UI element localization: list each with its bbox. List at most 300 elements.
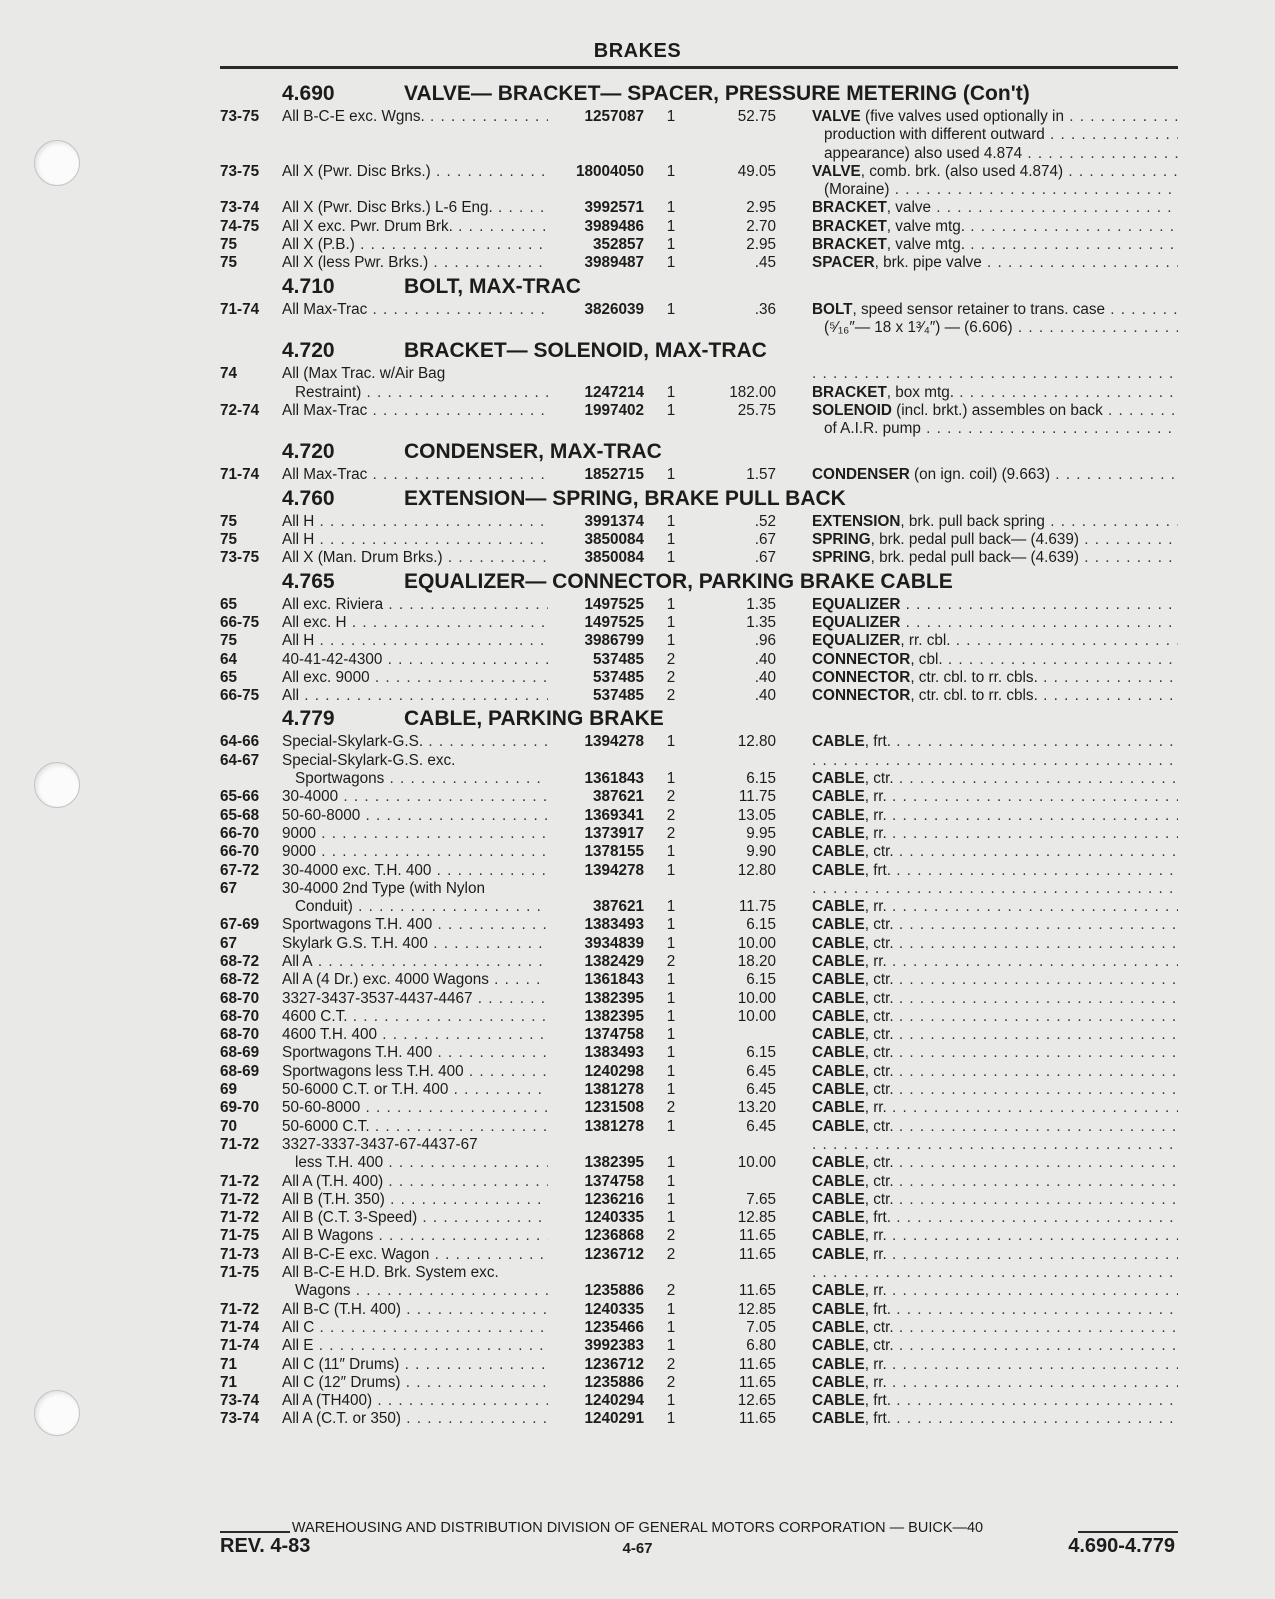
model-year: 71-74 [220, 1337, 260, 1355]
model-application: All B-C-E H.D. Brk. System exc. [282, 1264, 499, 1282]
model-application: 4600 C.T. . . . [282, 1008, 548, 1026]
part-row [220, 319, 1180, 337]
quantity: 2 [666, 824, 676, 842]
model-year: 68-70 [220, 1026, 260, 1044]
model-year: 65 [220, 668, 238, 686]
quantity: 1 [666, 236, 676, 254]
price: 9.90 [746, 843, 776, 861]
part-name: BOLT [812, 300, 853, 318]
price: 1.35 [746, 613, 776, 631]
part-description [812, 788, 1178, 806]
price: 7.65 [746, 1190, 776, 1208]
part-description [812, 199, 1178, 217]
part-number: 1382395 [584, 989, 644, 1007]
part-number: 1236712 [584, 1245, 644, 1263]
part-row [220, 733, 1180, 751]
part-row [220, 1044, 1180, 1062]
price: 6.80 [746, 1337, 776, 1355]
part-description [812, 733, 1178, 751]
quantity: 2 [666, 952, 676, 970]
part-row [220, 1026, 1180, 1044]
part-description-text: , ctr. . . . [865, 1319, 1178, 1336]
part-description-text: , ctr. cbl. to rr. cbls. . . . [910, 669, 1178, 686]
quantity: 1 [666, 770, 676, 788]
part-number: 1497525 [584, 613, 644, 631]
part-description-text: , rr. . . . [865, 1099, 1178, 1116]
price: 11.65 [738, 1410, 776, 1428]
model-year: 73-75 [220, 549, 260, 567]
model-year: 66-75 [220, 687, 260, 705]
part-row [220, 614, 1180, 632]
section-range: 4.690-4.779 [1068, 1535, 1175, 1557]
price: .67 [754, 531, 776, 549]
part-name: CABLE [812, 1099, 865, 1117]
part-description-text: , ctr. . . . [865, 1044, 1178, 1061]
part-row [220, 199, 1180, 217]
model-application: 30-4000 . . . [282, 788, 548, 806]
part-row [220, 953, 1180, 971]
part-row [220, 402, 1180, 420]
part-description [824, 420, 1178, 438]
price: 49.05 [737, 162, 776, 180]
price: 52.75 [737, 108, 776, 125]
part-description [812, 953, 1178, 971]
model-year: 75 [220, 254, 238, 272]
quantity: 1 [666, 300, 676, 318]
part-name: EQUALIZER [812, 613, 901, 631]
part-name: CABLE [812, 1081, 865, 1099]
part-row [220, 181, 1180, 199]
part-row [220, 1173, 1180, 1191]
part-description [812, 531, 1178, 549]
model-year: 64-66 [220, 733, 260, 751]
part-row [220, 1282, 1180, 1300]
part-row [220, 531, 1180, 549]
part-description [812, 1301, 1178, 1319]
part-description [812, 1356, 1178, 1374]
part-number: 1240291 [584, 1410, 644, 1428]
model-year: 68-72 [220, 971, 260, 989]
part-name: CABLE [812, 788, 865, 806]
part-number: 1257087 [584, 108, 644, 125]
part-description-text: , frt. . . . [865, 1301, 1178, 1318]
part-row [220, 935, 1180, 953]
model-year: 71-72 [220, 1300, 260, 1318]
part-name: CABLE [812, 1337, 865, 1355]
quantity: 2 [666, 650, 676, 668]
part-description-text: (on ign. coil) (9.663) . . . [910, 466, 1178, 483]
price: 10.00 [737, 934, 776, 952]
part-row [220, 971, 1180, 989]
quantity: 1 [666, 549, 676, 567]
part-row [220, 1118, 1180, 1136]
part-row [220, 108, 1180, 126]
part-row [220, 1392, 1180, 1410]
part-row [220, 1227, 1180, 1245]
model-application: 50-60-8000 . . . [282, 807, 548, 825]
binder-hole-top [34, 140, 80, 186]
price: 13.20 [737, 1099, 776, 1117]
part-row [220, 1154, 1180, 1172]
part-description [812, 1319, 1178, 1337]
part-row [220, 788, 1180, 806]
part-number: 1240335 [584, 1209, 644, 1227]
part-description [812, 651, 1178, 669]
quantity: 1 [666, 162, 676, 180]
parts-catalog-list [220, 80, 1180, 1429]
part-description-text: , frt. . . . [865, 1209, 1178, 1226]
model-application: All B (T.H. 350) . . . [282, 1191, 548, 1209]
part-row [220, 1191, 1180, 1209]
model-application: less T.H. 400 . . . [295, 1154, 548, 1172]
price: 12.85 [737, 1209, 776, 1227]
part-description [812, 1209, 1178, 1227]
section-title: BRACKET— SOLENOID, MAX-TRAC [404, 339, 767, 363]
quantity: 1 [666, 1190, 676, 1208]
model-year: 71 [220, 1355, 238, 1373]
part-name: CABLE [812, 733, 865, 751]
part-name: CONNECTOR [812, 650, 911, 668]
part-description-text: , ctr. . . . [865, 1191, 1178, 1208]
model-year: 64-67 [220, 751, 260, 769]
part-name: CABLE [812, 1007, 865, 1025]
part-description-text: , rr. . . . [865, 898, 1178, 915]
part-name: CONDENSER [812, 466, 910, 484]
quantity: 1 [666, 916, 676, 934]
section-number: 4.779 [282, 707, 335, 731]
part-description [812, 825, 1178, 843]
section-heading [220, 570, 1180, 596]
part-description [812, 807, 1178, 825]
part-description-text: (five valves used optionally in . . . [861, 108, 1178, 125]
part-description-text: , rr. . . . [865, 1246, 1178, 1263]
part-description-text: , rr. . . . [865, 953, 1178, 970]
part-description-text: , rr. . . . [865, 807, 1178, 824]
part-description-text: (⁵⁄₁₆″— 18 x 1³⁄₄″) — (6.606) . . . [824, 319, 1178, 336]
model-application: All C (11″ Drums) . . . [282, 1356, 548, 1374]
part-number: 1235466 [584, 1318, 644, 1336]
part-description-text [812, 880, 1178, 897]
section-number: 4.720 [282, 440, 335, 464]
part-row [220, 420, 1180, 438]
price: 2.70 [746, 217, 776, 235]
model-year: 75 [220, 531, 238, 549]
part-description-text: (incl. brkt.) assembles on back . . . [892, 402, 1178, 419]
model-application: All C . . . [282, 1319, 548, 1337]
part-row [220, 825, 1180, 843]
part-description [812, 843, 1178, 861]
part-name: BRACKET [812, 236, 887, 254]
part-description-text: , frt. . . . [865, 1392, 1178, 1409]
model-year: 71-74 [220, 466, 260, 484]
part-name: CABLE [812, 1117, 865, 1135]
part-name: CABLE [812, 1154, 865, 1172]
part-number: 1381278 [584, 1081, 644, 1099]
quantity: 1 [666, 1044, 676, 1062]
part-name: CABLE [812, 898, 865, 916]
model-year: 71-72 [220, 1172, 260, 1190]
quantity: 2 [666, 1282, 676, 1300]
part-description-text: , rr. . . . [865, 1227, 1178, 1244]
model-application: 9000 . . . [282, 843, 548, 861]
part-name: CABLE [812, 1410, 865, 1428]
part-number: 1231508 [584, 1099, 644, 1117]
part-description [812, 1392, 1178, 1410]
model-application: 50-6000 C.T. or T.H. 400 . . . [282, 1081, 548, 1099]
model-application: Wagons . . . [295, 1282, 548, 1300]
part-row [220, 126, 1180, 144]
part-description-text: , ctr. . . . [865, 1008, 1178, 1025]
part-number: 3992571 [584, 199, 644, 217]
revision-date: REV. 4-83 [220, 1535, 311, 1557]
part-description-text: , ctr. . . . [865, 843, 1178, 860]
model-application: Sportwagons T.H. 400 . . . [282, 1044, 548, 1062]
model-application: All B-C (T.H. 400) . . . [282, 1301, 548, 1319]
section-title: BOLT, MAX-TRAC [404, 274, 581, 298]
part-number: 3986799 [584, 632, 644, 650]
price: 11.65 [738, 1282, 776, 1300]
price: 12.80 [737, 733, 776, 751]
section-heading [220, 339, 1180, 365]
price: 7.05 [746, 1318, 776, 1336]
part-number: 3850084 [584, 531, 644, 549]
part-number: 1852715 [584, 466, 644, 484]
quantity: 1 [666, 254, 676, 272]
part-name: CABLE [812, 770, 865, 788]
part-name: EQUALIZER [812, 595, 901, 613]
model-year: 67 [220, 934, 238, 952]
quantity: 1 [666, 1026, 676, 1044]
model-application: All Max-Trac . . . [282, 301, 548, 319]
quantity: 1 [666, 861, 676, 879]
part-number: 387621 [592, 898, 644, 916]
model-year: 69-70 [220, 1099, 260, 1117]
model-application: Conduit) . . . [295, 898, 548, 916]
part-description [812, 549, 1178, 567]
part-name: CABLE [812, 1318, 865, 1336]
quantity: 1 [666, 613, 676, 631]
part-description-text [812, 752, 1178, 769]
part-name: BRACKET [812, 383, 887, 401]
part-description [812, 687, 1178, 705]
price: 6.15 [746, 1044, 776, 1062]
part-description [812, 752, 1178, 770]
model-application: All X exc. Pwr. Drum Brk. . . . [282, 218, 548, 236]
quantity: 1 [666, 512, 676, 530]
part-row [220, 1136, 1180, 1154]
part-number: 1382429 [584, 952, 644, 970]
part-name: EXTENSION [812, 512, 901, 530]
model-application: 50-6000 C.T. . . . [282, 1118, 548, 1136]
part-number: 1240298 [584, 1062, 644, 1080]
part-description-text: , rr. cbl. . . . [900, 632, 1178, 649]
price: 6.45 [746, 1117, 776, 1135]
part-description [812, 466, 1178, 484]
part-description [812, 402, 1178, 420]
part-description-text: , rr. . . . [865, 1282, 1178, 1299]
model-application: All X (Man. Drum Brks.) . . . [282, 549, 548, 567]
part-row [220, 1264, 1180, 1282]
part-description-text: , ctr. . . . [865, 1154, 1178, 1171]
model-application: All B-C-E exc. Wgns. . . . [282, 108, 548, 126]
part-name: SPRING [812, 549, 871, 567]
part-row [220, 651, 1180, 669]
model-year: 68-70 [220, 989, 260, 1007]
section-heading [220, 275, 1180, 301]
model-year: 75 [220, 632, 238, 650]
part-name: SOLENOID [812, 401, 892, 419]
quantity: 1 [666, 199, 676, 217]
part-description [812, 898, 1178, 916]
model-year: 71-72 [220, 1135, 260, 1153]
quantity: 2 [666, 1355, 676, 1373]
model-year: 71-74 [220, 300, 260, 318]
section-heading [220, 487, 1180, 513]
part-number: 1369341 [584, 806, 644, 824]
part-row [220, 1410, 1180, 1428]
part-description-text: , ctr. . . . [865, 916, 1178, 933]
part-description [812, 596, 1178, 614]
price: 6.15 [746, 971, 776, 989]
part-number: 1997402 [584, 401, 644, 419]
part-number: 1374758 [584, 1172, 644, 1190]
part-row [220, 218, 1180, 236]
price: 12.80 [737, 861, 776, 879]
quantity: 1 [666, 1300, 676, 1318]
quantity: 1 [666, 1337, 676, 1355]
price: 9.95 [746, 824, 776, 842]
quantity: 2 [666, 788, 676, 806]
model-application: 3327-3337-3437-67-4437-67 [282, 1135, 478, 1153]
model-application: All A (4 Dr.) exc. 4000 Wagons . . . [282, 971, 548, 989]
part-row [220, 254, 1180, 272]
price: .45 [754, 254, 776, 272]
part-description-text: , comb. brk. (also used 4.874) . . . [861, 163, 1178, 180]
model-application: All (Max Trac. w/Air Bag [282, 365, 446, 383]
model-year: 67-72 [220, 861, 260, 879]
part-description [812, 163, 1178, 181]
part-name: BRACKET [812, 217, 887, 235]
model-year: 68-69 [220, 1044, 260, 1062]
part-description [812, 669, 1178, 687]
part-number: 3992383 [584, 1337, 644, 1355]
model-year: 64 [220, 650, 238, 668]
price: 11.65 [738, 1373, 776, 1391]
quantity: 1 [666, 1117, 676, 1135]
price: 1.35 [746, 595, 776, 613]
part-row [220, 1063, 1180, 1081]
quantity: 1 [666, 632, 676, 650]
part-description [812, 1246, 1178, 1264]
part-description [812, 108, 1178, 126]
model-application: All Max-Trac . . . [282, 402, 548, 420]
price: 11.65 [738, 1355, 776, 1373]
model-application: 9000 . . . [282, 825, 548, 843]
model-application: All . . . [282, 687, 548, 705]
part-row [220, 669, 1180, 687]
part-description-text: production with different outward . . . [824, 126, 1178, 143]
price: 6.15 [746, 916, 776, 934]
part-description-text: , brk. pipe valve . . . [875, 254, 1178, 271]
part-row [220, 301, 1180, 319]
model-application: All A (TH400) . . . [282, 1392, 548, 1410]
part-description-text [900, 614, 1178, 631]
model-application: All H . . . [282, 531, 548, 549]
part-description-text: , brk. pull back spring . . . [900, 513, 1178, 530]
part-name: CABLE [812, 971, 865, 989]
part-name: CABLE [812, 1355, 865, 1373]
part-number: 1236712 [584, 1355, 644, 1373]
part-number: 3989487 [584, 254, 644, 272]
model-year: 71-72 [220, 1190, 260, 1208]
model-year: 73-74 [220, 1410, 260, 1428]
part-name: CABLE [812, 1227, 865, 1245]
part-name: SPACER [812, 254, 875, 272]
model-application: All exc. Riviera . . . [282, 596, 548, 614]
part-number: 1381278 [584, 1117, 644, 1135]
binder-hole-bottom [34, 1390, 80, 1436]
section-title: EQUALIZER— CONNECTOR, PARKING BRAKE CABLE [404, 569, 953, 593]
part-number: 1378155 [584, 843, 644, 861]
part-description-text: , ctr. . . . [865, 770, 1178, 787]
part-description-text: (Moraine) . . . [824, 181, 1178, 198]
part-description-text: , cbl. . . . [910, 651, 1178, 668]
part-description [812, 1154, 1178, 1172]
part-description [812, 384, 1178, 402]
price: 6.45 [746, 1081, 776, 1099]
part-description [812, 1191, 1178, 1209]
part-row [220, 163, 1180, 181]
part-description-text [812, 1264, 1178, 1281]
part-number: 3850084 [584, 549, 644, 567]
part-row [220, 1246, 1180, 1264]
section-number: 4.690 [282, 82, 335, 105]
quantity: 1 [666, 898, 676, 916]
part-description [812, 1063, 1178, 1081]
price: 2.95 [746, 199, 776, 217]
part-description-text: , speed sensor retainer to trans. case . . . [853, 301, 1179, 318]
model-application: Special-Skylark-G.S. exc. [282, 751, 456, 769]
model-year: 66-75 [220, 613, 260, 631]
part-name: CABLE [812, 1392, 865, 1410]
quantity: 2 [666, 806, 676, 824]
part-number: 1382395 [584, 1154, 644, 1172]
part-name: CABLE [812, 952, 865, 970]
part-row [220, 549, 1180, 567]
part-number: 1235886 [584, 1282, 644, 1300]
part-description [812, 1282, 1178, 1300]
model-application: 30-4000 exc. T.H. 400 . . . [282, 862, 548, 880]
model-application: All B-C-E exc. Wagon . . . [282, 1246, 548, 1264]
part-row [220, 752, 1180, 770]
model-year: 70 [220, 1117, 238, 1135]
price: 11.75 [738, 788, 776, 806]
part-description [812, 1410, 1178, 1428]
quantity: 1 [666, 1209, 676, 1227]
part-number: 3826039 [584, 300, 644, 318]
part-name: CONNECTOR [812, 687, 911, 705]
part-row [220, 1209, 1180, 1227]
model-year: 73-74 [220, 1392, 260, 1410]
section-heading [220, 707, 1180, 733]
page-number: 4-67 [622, 1540, 653, 1557]
section-heading [220, 82, 1180, 108]
model-year: 65-68 [220, 806, 260, 824]
part-description [812, 365, 1178, 383]
part-description [812, 1374, 1178, 1392]
quantity: 2 [666, 1245, 676, 1263]
part-row [220, 916, 1180, 934]
